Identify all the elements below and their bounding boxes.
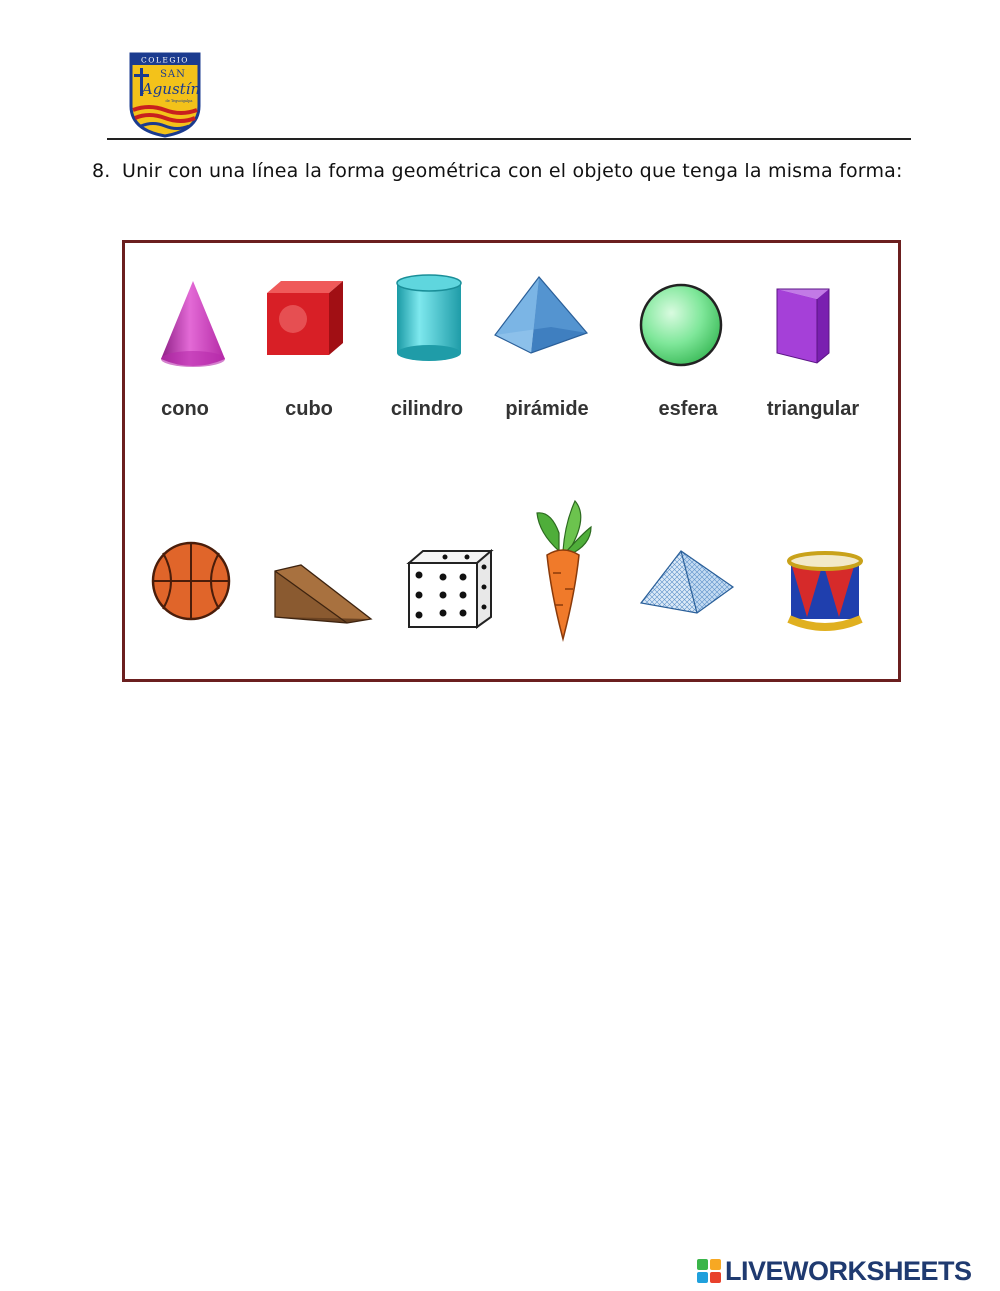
shape-label-cubo: cubo [285, 398, 333, 420]
shape-label-cilindro: cilindro [390, 398, 464, 420]
shapes-panel [122, 240, 901, 682]
logo-top-text: COLEGIO [141, 55, 189, 65]
shape-label-esfera: esfera [658, 398, 718, 420]
question [92, 146, 906, 196]
cylinder-icon[interactable] [393, 271, 465, 363]
shape-label-triangular: triangular [766, 398, 860, 420]
logo-line3: de Tegucigalpa [165, 99, 193, 103]
header-divider [107, 138, 911, 140]
pyramid-icon[interactable] [491, 273, 591, 359]
question-number: 8. [92, 160, 111, 182]
question-text: Unir con una línea la forma geométrica con el objeto que tenga la misma forma: [122, 160, 903, 182]
footer-brand-text: LIVEWORKSHEETS [725, 1255, 972, 1286]
school-logo [127, 50, 203, 138]
sphere-icon[interactable] [637, 281, 725, 369]
cube-icon[interactable] [263, 279, 347, 359]
triangular-prism-icon[interactable] [773, 283, 837, 365]
shape-label-piramide: pirámide [505, 398, 589, 420]
drum-icon[interactable] [785, 549, 865, 633]
basketball-icon[interactable] [149, 539, 233, 623]
logo-line2: Agustín [141, 80, 201, 98]
dice-icon[interactable] [405, 547, 495, 631]
wedge-icon[interactable] [271, 561, 375, 627]
shape-label-cono: cono [161, 398, 209, 420]
mesh-pyramid-icon[interactable] [637, 547, 737, 617]
liveworksheets-logo-icon [697, 1259, 721, 1283]
carrot-icon[interactable] [529, 493, 595, 643]
cone-icon[interactable] [153, 275, 233, 375]
logo-line1: SAN [160, 69, 186, 80]
footer-brand [697, 1256, 972, 1286]
